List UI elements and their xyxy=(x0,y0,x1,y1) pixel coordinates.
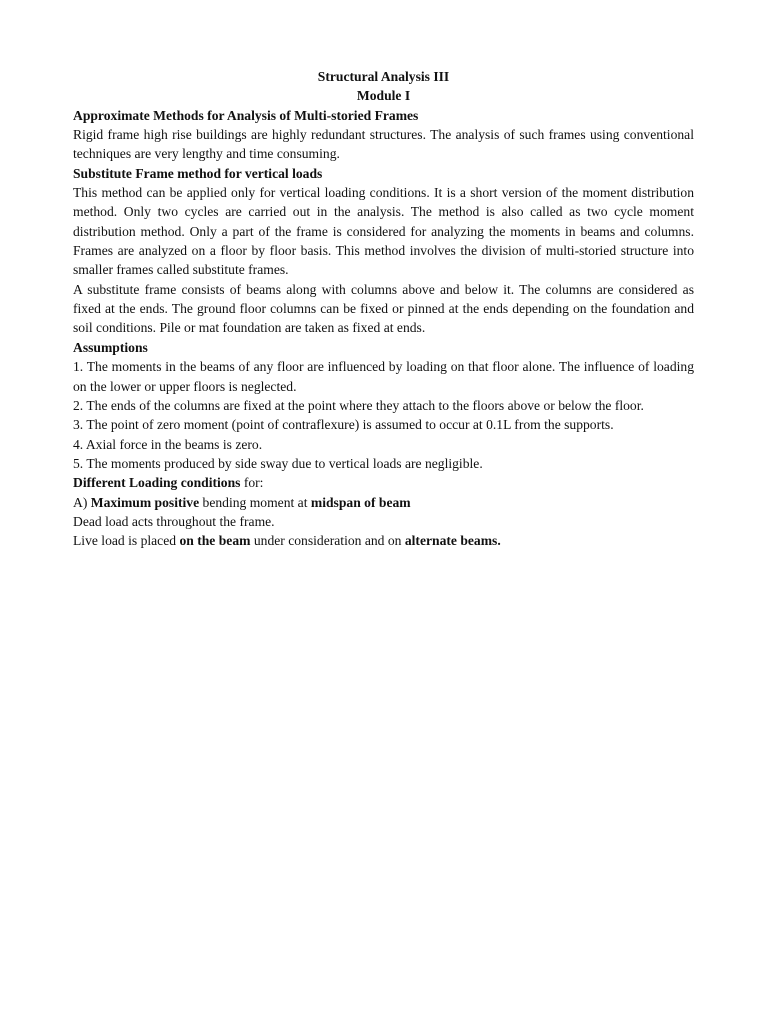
document-title: Structural Analysis III xyxy=(317,69,450,84)
module-label: Module I xyxy=(356,88,411,104)
assumption-item: 3. The point of zero moment (point of contraflexure) is assumed to occur at 0.1L from the supports. xyxy=(73,417,614,433)
substitute-frame-heading: Substitute Frame method for vertical loads xyxy=(73,165,323,181)
dead-load-line: Dead load acts throughout the frame. xyxy=(73,513,275,529)
live-load-mid: under consideration and on xyxy=(250,533,405,549)
live-load-bold-2: alternate beams. xyxy=(404,533,501,549)
live-load-prefix: Live load is placed xyxy=(73,533,180,549)
intro-paragraph: Rigid frame high rise buildings are highly redundant structures. The analysis of such frames using conventional techniques are very lengthy and time consuming. xyxy=(73,127,694,162)
live-load-line xyxy=(73,531,694,550)
main-heading: Approximate Methods for Analysis of Multi-storied Frames xyxy=(73,107,419,123)
case-a-prefix: A) xyxy=(73,494,91,510)
loading-conditions-heading xyxy=(73,473,694,492)
loading-heading-bold: Different Loading conditions xyxy=(73,475,241,491)
assumptions-list xyxy=(73,357,694,473)
case-a-bold-1: Maximum positive xyxy=(90,494,200,510)
case-a-mid: bending moment at xyxy=(199,494,311,510)
case-a-bold-2: midspan of beam xyxy=(310,494,411,510)
assumption-item: 2. The ends of the columns are fixed at the point where they attach to the floors above or below the floor. xyxy=(73,397,644,413)
case-a-line xyxy=(73,493,694,512)
method-paragraph: This method can be applied only for vertical loading conditions. It is a short version of the moment distribution method. Only two cycles are carried out in the analysis. The method is also called as two cycle moment distribution method. Only a part of the frame is considered for analyzing the moments in beams and columns. Frames are analyzed on a floor by floor basis. This method involves the division of multi-storied structure into smaller frames called substitute frames. xyxy=(73,185,694,278)
live-load-bold-1: on the beam xyxy=(179,533,251,549)
assumption-item: 4. Axial force in the beams is zero. xyxy=(73,436,263,452)
assumptions-heading: Assumptions xyxy=(73,339,148,355)
loading-heading-rest: for: xyxy=(240,475,264,491)
assumption-item: 5. The moments produced by side sway due to vertical loads are negligible. xyxy=(73,455,483,471)
substitute-frame-paragraph: A substitute frame consists of beams along with columns above and below it. The columns are considered as fixed at the ends. The ground floor columns can be fixed or pinned at the ends depending on the foundation and soil conditions. Pile or mat foundation are taken as fixed at ends. xyxy=(73,281,694,336)
assumption-item: 1. The moments in the beams of any floor are influenced by loading on that floor alone. The influence of loading on the lower or upper floors is neglected. xyxy=(73,359,694,394)
